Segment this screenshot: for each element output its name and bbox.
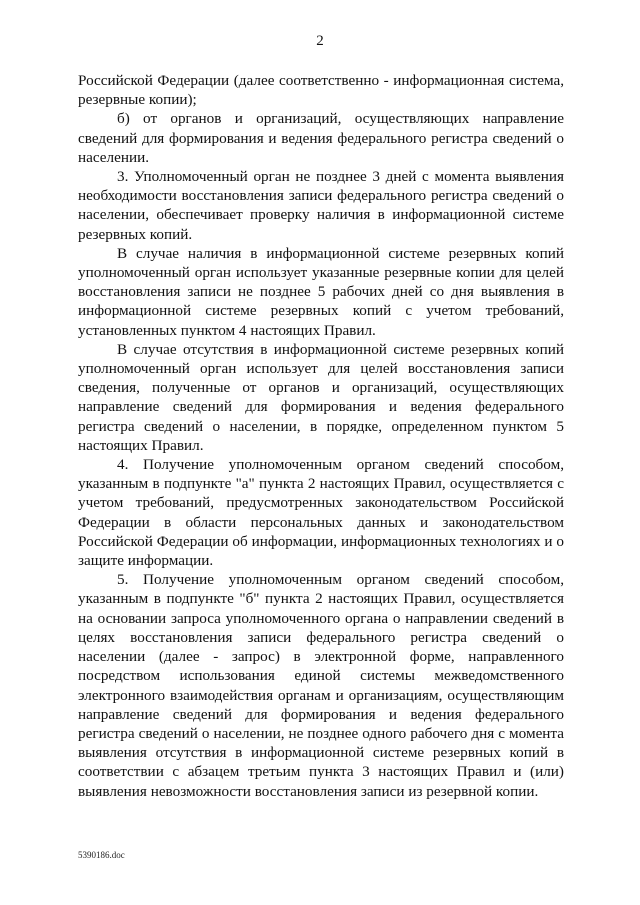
paragraph-item-4: 4. Получение уполномоченным органом сведений способом, указанным в подпункте "а" пункта 2 настоящих Правил, осуществляется с учетом требований, предусмотренных законодательством Российской Федерации в области персональных данных и законодательством Российской Федерации об информации, информационных технологиях и о защите информации. <box>78 456 564 570</box>
paragraph-backup-absent: В случае отсутствия в информационной системе резервных копий уполномоченный орган использует для целей восстановления записи сведения, полученные от органов и организаций, осуществляющих направление сведений для формирования и ведения федерального регистра сведений о населении, в порядке, определенном пунктом 5 настоящих Правил. <box>78 340 564 454</box>
file-reference: 5390186.doc <box>78 850 125 860</box>
paragraph-federation-continuation: Российской Федерации (далее соответственно - информационная система, резервные копии); <box>78 72 564 109</box>
paragraph-backup-present: В случае наличия в информационной системе резервных копий уполномоченный орган использует указанные резервные копии для целей восстановления записи не позднее 5 рабочих дней со дня выявления в информационной системе резервных копий с учетом требований, установленных пунктом 4 настоящих Правил. <box>78 244 564 339</box>
document-body <box>78 71 564 801</box>
paragraph-item-5: 5. Получение уполномоченным органом сведений способом, указанным в подпункте "б" пункта 2 настоящих Правил, осуществляется на основании запроса уполномоченного органа о направлении сведений в целях восстановления записи федерального регистра сведений о населении (далее - запрос) в электронной форме, направленного посредством использования единой системы межведомственного электронного взаимодействия органам и организациям, осуществляющим направление сведений для формирования и ведения федерального регистра сведений о населении, не позднее одного рабочего дня с момента выявления отсутствия в информационной системе резервных копий в соответствии с абзацем третьим пункта 3 настоящих Правил и (или) выявления невозможности восстановления записи из резервной копии. <box>78 571 564 800</box>
paragraph-item-3: 3. Уполномоченный орган не позднее 3 дней с момента выявления необходимости восстановления записи федерального регистра сведений о населении, обеспечивает проверку наличия в информационной системе резервных копий. <box>78 168 564 243</box>
page-number: 2 <box>316 33 324 49</box>
paragraph-subitem-b: б) от органов и организаций, осуществляющих направление сведений для формирования и ведения федерального регистра сведений о населении. <box>78 110 564 166</box>
